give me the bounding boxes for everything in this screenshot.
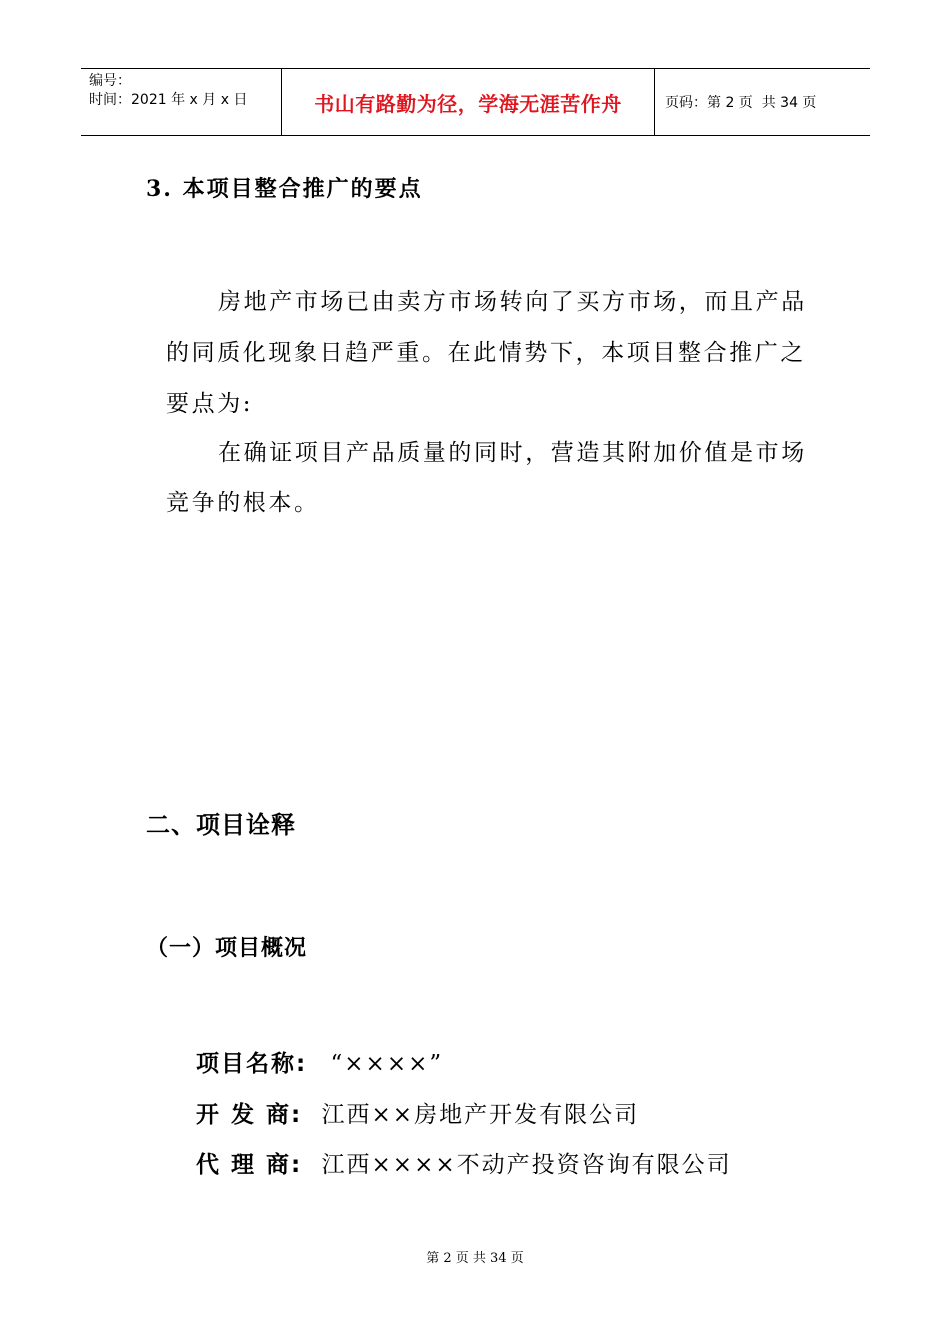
developer-value: 江西××房地产开发有限公司	[321, 1102, 640, 1128]
header-meta	[81, 69, 281, 135]
paragraph-1-line-1: 房地产市场已由卖方市场转向了买方市场，而且产品	[218, 289, 807, 315]
paragraph-1-line-2: 的同质化现象日趋严重。在此情势下，本项目整合推广之	[166, 340, 806, 366]
section-two-subheading: （一）项目概况	[146, 936, 308, 961]
page-header	[81, 68, 870, 136]
document-time-label: 时间：2021 年 x 月 x 日	[89, 92, 248, 108]
paragraph-1-line-3: 要点为:	[166, 391, 254, 417]
agent-label: 代 理 商:	[196, 1152, 303, 1178]
section-two-heading: 二、项目诠释	[146, 811, 296, 839]
document-number-label: 编号：	[89, 73, 131, 89]
agent-row	[196, 1146, 732, 1179]
developer-row	[196, 1096, 639, 1129]
project-name-value: “××××”	[330, 1051, 444, 1077]
developer-label: 开 发 商:	[196, 1102, 303, 1128]
project-name-label: 项目名称:	[196, 1051, 308, 1077]
agent-value: 江西××××不动产投资咨询有限公司	[321, 1152, 732, 1178]
page-footer	[0, 1247, 950, 1266]
section-3-heading: 3. 本项目整合推广的要点	[146, 176, 423, 202]
paragraph-2-line-2: 竞争的根本。	[166, 490, 320, 516]
header-page-info-text: 页码：第 2 页 共 34 页	[665, 95, 817, 111]
paragraph-2-line-1: 在确证项目产品质量的同时，营造其附加价值是市场	[218, 440, 807, 466]
header-page-info	[655, 69, 870, 135]
header-motto: 书山有路勤为径，学海无涯苦作舟	[281, 69, 655, 135]
footer-page-number: 第 2 页 共 34 页	[426, 1251, 524, 1266]
project-name-row	[196, 1045, 443, 1078]
